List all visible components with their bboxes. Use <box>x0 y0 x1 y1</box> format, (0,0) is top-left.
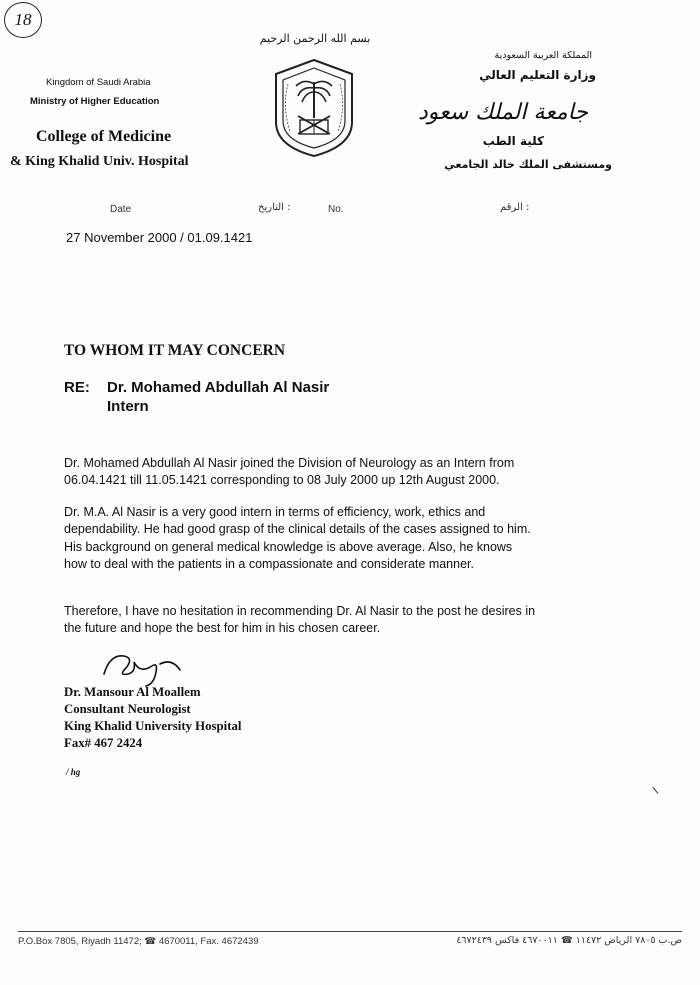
paragraph-line: His background on general medical knowledge is above average. Also, he knows <box>64 539 513 554</box>
typist-initials: / hg <box>66 767 81 777</box>
re-role: Intern <box>107 398 149 415</box>
date-label: Date <box>110 204 132 215</box>
re-name: Dr. Mohamed Abdullah Al Nasir <box>107 379 330 396</box>
header-college-ar: كلية الطب <box>482 134 544 148</box>
paragraph-joining <box>64 455 649 490</box>
letter-subject: TO WHOM IT MAY CONCERN <box>64 342 286 359</box>
paragraph-evaluation <box>64 504 649 573</box>
paragraph-line: how to deal with the patients in a compassionate and considerate manner. <box>64 556 474 571</box>
header-university-ar: جامعة الملك سعود <box>417 100 588 125</box>
signatory-fax: Fax# 467 2424 <box>64 736 143 750</box>
paragraph-line: Dr. Mohamed Abdullah Al Nasir joined the Division of Neurology as an Intern from <box>64 456 515 470</box>
date-label-ar: : التاريخ <box>258 202 291 213</box>
signatory-title: Consultant Neurologist <box>64 702 191 716</box>
footer-divider <box>18 931 682 932</box>
header-hospital-ar: ومستشفى الملك خالد الجامعي <box>444 158 612 171</box>
header-ministry-en: Ministry of Higher Education <box>30 96 160 107</box>
page-number-circled: 18 <box>4 2 42 38</box>
university-logo-icon <box>268 56 360 160</box>
basmala-text: بسم الله الرحمن الرحيم <box>259 32 371 45</box>
header-hospital-en: & King Khalid Univ. Hospital <box>10 154 189 169</box>
re-label: RE: <box>64 379 90 396</box>
header-kingdom-ar: المملكة العربية السعودية <box>494 50 592 61</box>
paragraph-line: the future and hope the best for him in his chosen career. <box>64 621 381 636</box>
header-ministry-ar: وزارة التعليم العالي <box>479 68 596 82</box>
footer-address-en: P.O.Box 7805, Riyadh 11472; ☎ 4670011, Fax. 4672439 <box>18 936 259 947</box>
footer-address-ar: ص.ب ٧٨٠٥ الرياض ١١٤٧٢ ☎ ٤٦٧٠٠١١ فاكس ٤٦٧٢٤٣٩ <box>456 935 682 946</box>
number-label-ar: : الرقم <box>500 202 530 213</box>
header-kingdom-en: Kingdom of Saudi Arabia <box>46 77 151 88</box>
margin-tick-mark-icon <box>652 782 663 793</box>
paragraph-line: Therefore, I have no hesitation in recommending Dr. Al Nasir to the post he desires in <box>64 604 536 618</box>
letter-date: 27 November 2000 / 01.09.1421 <box>66 230 253 245</box>
signatory-block <box>64 684 241 752</box>
paragraph-line: Dr. M.A. Al Nasir is a very good intern in terms of efficiency, work, ethics and <box>64 505 486 519</box>
paragraph-line: 06.04.1421 till 11.05.1421 corresponding to 08 July 2000 up 12th August 2000. <box>64 473 500 488</box>
signatory-organization: King Khalid University Hospital <box>64 719 242 733</box>
signatory-name: Dr. Mansour Al Moallem <box>64 685 201 699</box>
header-college-en: College of Medicine <box>36 128 172 145</box>
paragraph-line: dependability. He had good grasp of the clinical details of the cases assigned to him. <box>64 522 531 537</box>
paragraph-recommendation <box>64 603 649 638</box>
number-label: No. <box>328 204 344 215</box>
